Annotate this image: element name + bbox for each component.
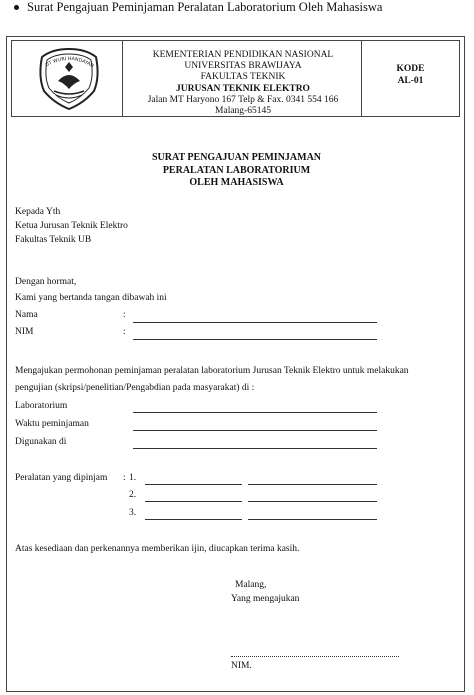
nama-field[interactable]: [133, 322, 377, 323]
equipment-item-3-field-b[interactable]: [248, 519, 377, 520]
code-cell: [361, 41, 459, 116]
logo-cell: [12, 41, 123, 116]
digunakan-field[interactable]: [133, 448, 377, 449]
address-line: Jalan MT Haryono 167 Telp & Fax. 0341 554 166: [147, 94, 339, 105]
signature-line[interactable]: [231, 656, 399, 657]
bullet-icon: [14, 5, 19, 10]
nim-label: NIM: [15, 327, 34, 337]
faculty-line: FAKULTAS TEKNIK: [200, 72, 286, 83]
signature-nim: NIM.: [231, 661, 252, 671]
title-line-3: OLEH MAHASISWA: [189, 177, 284, 188]
equipment-item-3-number: 3.: [129, 508, 137, 518]
nim-field[interactable]: [133, 339, 377, 340]
caption-text: Surat Pengajuan Peminjaman Peralatan Laboratorium Oleh Mahasiswa: [27, 0, 383, 14]
letter-form: [6, 36, 465, 692]
addressee-line-3: Fakultas Teknik UB: [15, 235, 92, 245]
equipment-label: Peralatan yang dipinjam: [15, 473, 108, 483]
nim-colon: :: [123, 327, 126, 337]
equipment-colon: :: [123, 473, 126, 483]
equipment-item-2-number: 2.: [129, 490, 137, 500]
request-line-1: Mengajukan permohonan peminjaman peralatan laboratorium Jurusan Teknik Elektro untuk melakukan: [15, 366, 409, 376]
equipment-item-1-field-a[interactable]: [145, 484, 242, 485]
greeting: Dengan hormat,: [15, 277, 77, 287]
equipment-item-2-field-a[interactable]: [145, 501, 242, 502]
intro: Kami yang bertanda tangan dibawah ini: [15, 293, 167, 303]
university-line: UNIVERSITAS BRAWIJAYA: [184, 61, 302, 72]
equipment-item-2-field-b[interactable]: [248, 501, 377, 502]
signature-city: Malang,: [235, 580, 267, 590]
ministry-line: KEMENTERIAN PENDIDIKAN NASIONAL: [152, 50, 334, 60]
signature-role: Yang mengajukan: [231, 594, 300, 604]
department-line: JURUSAN TEKNIK ELEKTRO: [176, 83, 310, 94]
laboratorium-label: Laboratorium: [15, 401, 68, 411]
city-line: Malang-65145: [215, 106, 271, 117]
title-line-2: PERALATAN LABORATORIUM: [162, 164, 311, 176]
institution-block: [123, 41, 363, 116]
title-line-1: SURAT PENGAJUAN PEMINJAMAN: [151, 152, 322, 163]
laboratorium-field[interactable]: [133, 412, 377, 413]
caption: [6, 0, 382, 15]
code-value: AL-01: [397, 75, 424, 86]
nama-colon: :: [123, 310, 126, 320]
letterhead: [11, 40, 460, 117]
digunakan-label: Digunakan di: [15, 437, 67, 447]
addressee-line-1: Kepada Yth: [15, 207, 61, 217]
nama-label: Nama: [15, 310, 38, 320]
svg-text:TUT WURI HANDAYANI: UT WURI HANDAYAN: [45, 56, 95, 70]
waktu-label: Waktu peminjaman: [15, 419, 89, 429]
equipment-item-1-field-b[interactable]: [248, 484, 377, 485]
addressee-line-2: Ketua Jurusan Teknik Elektro: [15, 221, 128, 231]
equipment-item-3-field-a[interactable]: [145, 519, 242, 520]
logo-motto: [34, 51, 104, 71]
closing-text: Atas kesediaan dan perkenannya memberikan ijin, diucapkan terima kasih.: [15, 544, 300, 554]
equipment-item-1-number: 1.: [129, 473, 137, 483]
code-label: KODE: [396, 64, 425, 74]
request-line-2: pengujian (skripsi/penelitian/Pengabdian pada masyarakat) di :: [15, 383, 255, 393]
letter-title: [7, 152, 466, 190]
waktu-field[interactable]: [133, 430, 377, 431]
